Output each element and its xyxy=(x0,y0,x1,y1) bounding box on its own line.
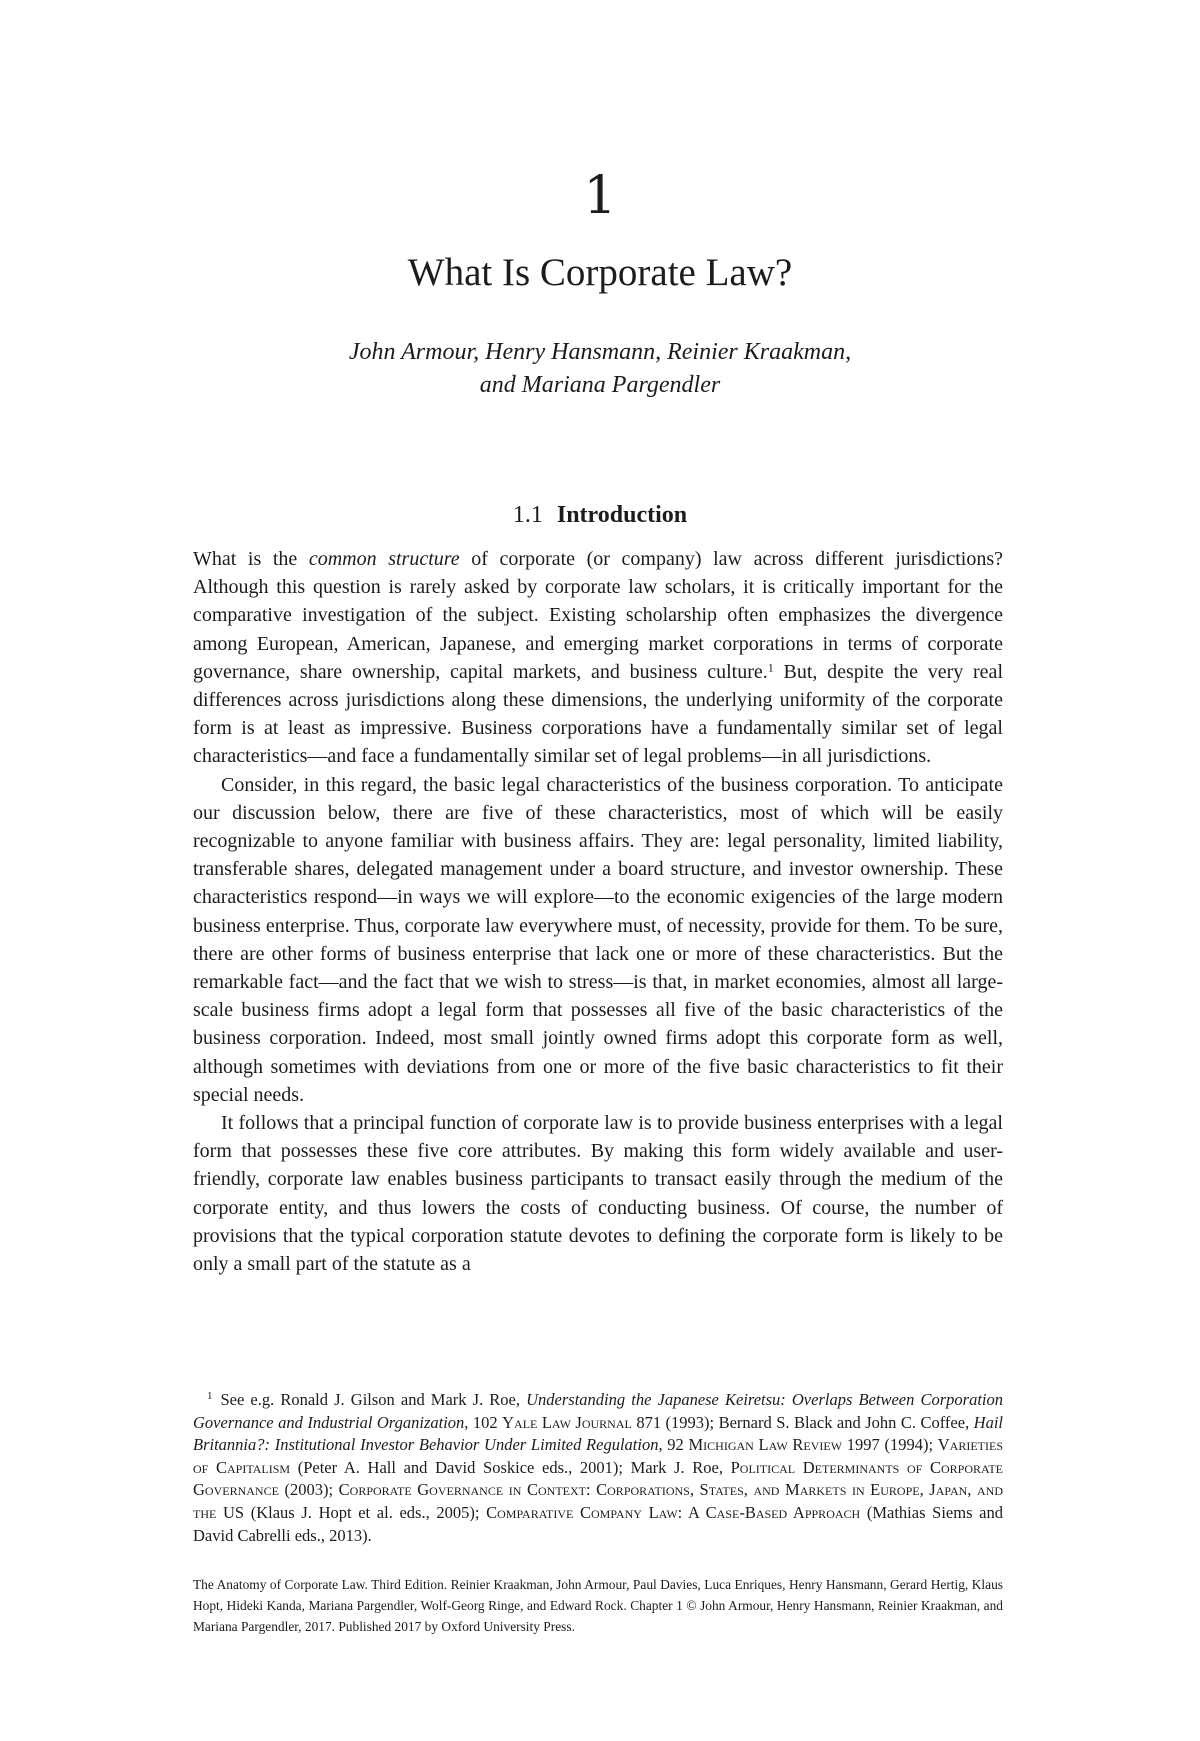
section-heading xyxy=(0,500,1200,530)
footnote-text: (Mathias Siems and David Cabrelli eds., 2013). xyxy=(193,1502,1003,1545)
footnote-text: (Klaus J. Hopt et al. eds., 2005); xyxy=(244,1502,487,1522)
body-text xyxy=(193,545,1003,1278)
chapter-authors xyxy=(0,336,1200,402)
footnote xyxy=(193,1389,1003,1547)
paragraph-1 xyxy=(193,545,1003,771)
paragraph-1-text-c: But, despite the very real differences across jurisdictions along these dimensions, the underlying uniformity of the corporate form is at least as impressive. Business corporations have a fundamentally similar set of legal characteristics—and face a fundamentally similar set of legal problems—in all jurisdictions. xyxy=(193,660,1003,768)
section-number: 1.1 xyxy=(512,502,543,528)
footnote-text: 871 (1993); Bernard S. Black and John C. Coffee, xyxy=(631,1412,974,1432)
footnote-italic: Hail Britannia?: Institutional Investor Behavior Under Limited Regulation xyxy=(193,1412,1003,1455)
footnote-smallcaps: Michigan Law Review xyxy=(688,1435,843,1455)
emphasis-common-structure: common structure xyxy=(308,548,460,570)
paragraph-1-text-b: of corporate (or company) law across different jurisdictions? Although this question is rarely asked by corporate law scholars, it is critically important for the comparative investigation of the subject. Existing scholarship often emphasizes the divergence among European, American, Japanese, and emerging market corporations in terms of corporate governance, share ownership, capital markets, and business culture. xyxy=(193,548,1003,683)
footnote-text: , 92 xyxy=(658,1435,689,1455)
chapter-number: 1 xyxy=(583,166,617,226)
footnote-text: 1997 (1994); xyxy=(842,1435,938,1455)
authors-line-2: and Mariana Pargendler xyxy=(479,372,721,398)
footnote-reference[interactable]: 1 xyxy=(767,660,774,675)
footnote-text: (2003); xyxy=(278,1480,339,1500)
footnote-text: , 102 xyxy=(464,1412,503,1432)
paragraph-2: Consider, in this regard, the basic legal characteristics of the business corporation. To anticipate our discussion below, there are five of these characteristics, most of which will be easily recognizable to anyone familiar with business affairs. They are: legal personality, limited liability, transferable shares, delegated management under a board structure, and investor ownership. These characteristics respond—in ways we will explore—to the economic exigencies of the large modern business enterprise. Thus, corporate law everywhere must, of necessity, provide for them. To be sure, there are other forms of business enterprise that lack one or more of these characteristics. But the remarkable fact—and the fact that we wish to stress—is that, in market economies, almost all large-scale business firms adopt a legal form that possesses all five of the basic characteristics of the business corporation. Indeed, most small jointly owned firms adopt this corporate form as well, although sometimes with deviations from one or more of the five basic characteristics to fit their special needs. xyxy=(193,773,1003,1106)
footnote-italic: Understanding the Japanese Keiretsu: Overlaps Between Corporation Governance and Industrial Organization xyxy=(193,1390,1003,1432)
footnote-mark: 1 xyxy=(207,1389,213,1402)
footnote-text: (Peter A. Hall and David Soskice eds., 2001); Mark J. Roe, xyxy=(290,1457,731,1477)
footnote-text: See e.g. Ronald J. Gilson and Mark J. Roe, xyxy=(220,1390,527,1409)
footnote-smallcaps: Political Determinants of Corporate Governance xyxy=(193,1457,1003,1500)
authors-line-1: John Armour, Henry Hansmann, Reinier Kraakman, xyxy=(348,339,852,365)
section-title: Introduction xyxy=(556,502,688,528)
footnote-smallcaps: Varieties of Capitalism xyxy=(193,1435,1004,1477)
paragraph-1-text-a: What is the xyxy=(193,548,309,570)
footnote-smallcaps: Yale Law Journal xyxy=(502,1412,632,1432)
book-citation: The Anatomy of Corporate Law. Third Edition. Reinier Kraakman, John Armour, Paul Davies, Luca Enriques, Henry Hansmann, Gerard Hertig, Klaus Hopt, Hideki Kanda, Mariana Pargendler, Wolf-Georg Ringe, and Edward Rock. Chapter 1 © John Armour, Henry Hansmann, Reinier Kraakman, and Mariana Pargendler, 2017. Published 2017 by Oxford University Press. xyxy=(193,1577,1003,1634)
footnote-smallcaps: Corporate Governance in Context: Corporations, States, and Markets in Europe, Japan, and the US xyxy=(193,1480,1003,1522)
paragraph-3: It follows that a principal function of corporate law is to provide business enterprises with a legal form that possesses these five core attributes. By making this form widely available and user-friendly, corporate law enables business participants to transact easily through the medium of the corporate entity, and thus lowers the costs of conducting business. Of course, the number of provisions that the typical corporation statute devotes to defining the corporate form is likely to be only a small part of the statute as a xyxy=(193,1112,1003,1276)
footnote-smallcaps: Comparative Company Law: A Case-Based Approach xyxy=(486,1502,861,1522)
chapter-title: What Is Corporate Law? xyxy=(407,251,793,294)
